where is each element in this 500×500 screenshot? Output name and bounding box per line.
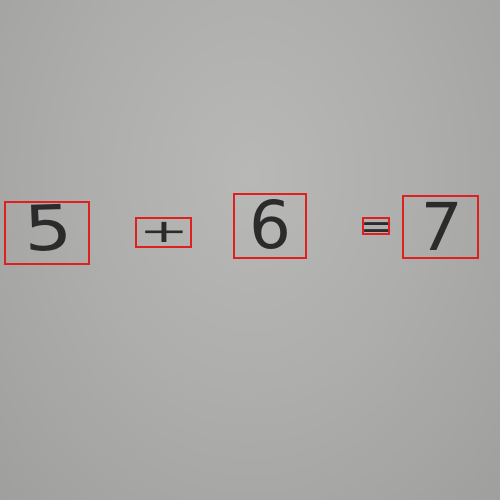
handwritten-digit-6: 6 <box>249 187 291 264</box>
detection-box-equals <box>362 217 390 235</box>
detection-box-digit-7 <box>402 189 479 266</box>
handwritten-equals-sign: = <box>359 205 395 247</box>
detection-box-plus <box>135 217 192 248</box>
handwritten-plus-sign: + <box>138 212 190 250</box>
detection-box-digit-5 <box>4 201 90 265</box>
handwritten-digit-7: 7 <box>416 189 464 266</box>
detection-box-digit-6 <box>233 187 307 264</box>
handwritten-digit-5: 5 <box>22 191 74 266</box>
